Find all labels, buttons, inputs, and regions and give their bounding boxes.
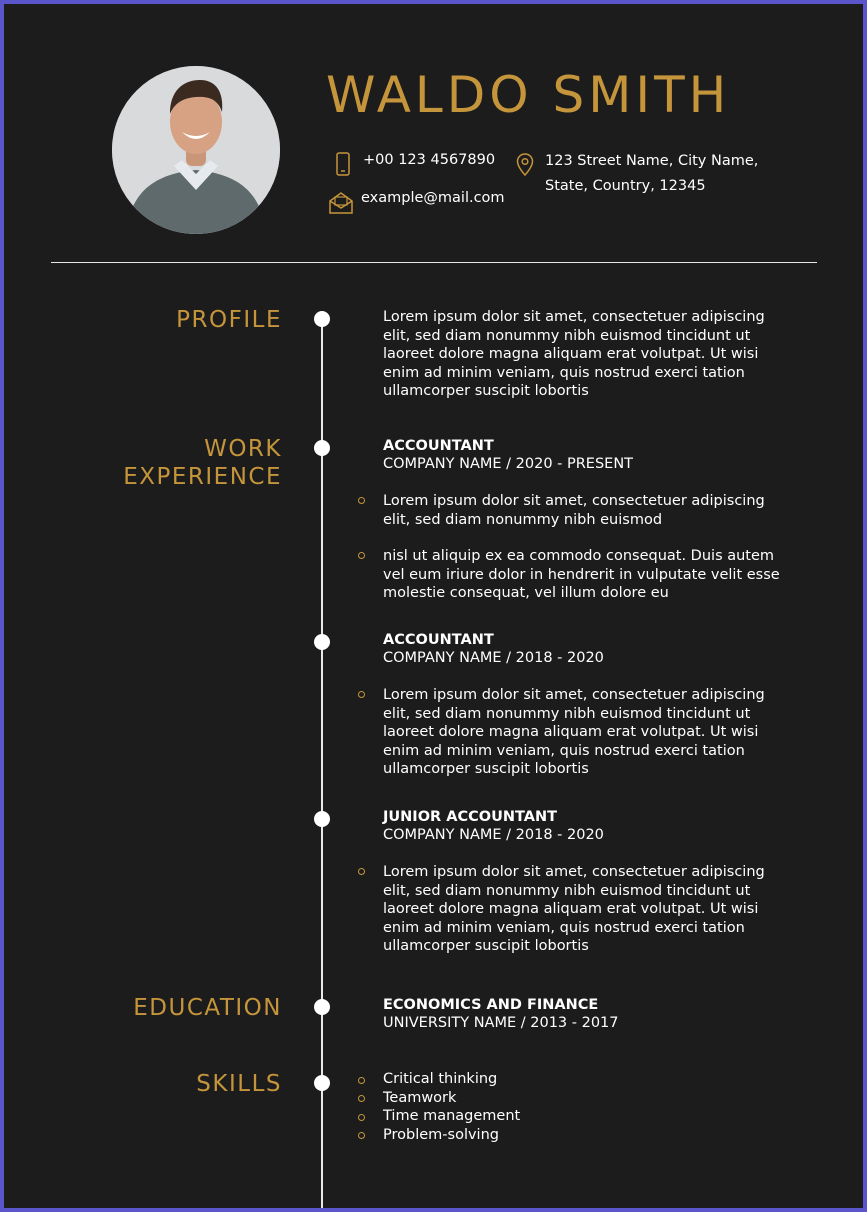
section-title-work-experience: [123, 435, 282, 491]
section-title-skills: SKILLS: [196, 1071, 282, 1097]
skill-item: Critical thinking: [383, 1071, 498, 1087]
resume-name: WALDO SMITH: [326, 66, 731, 124]
bullet-icon: [358, 1132, 365, 1139]
job-title: ACCOUNTANT: [383, 438, 494, 454]
job-1-bullet-1: Lorem ipsum dolor sit amet, consectetuer adipiscing elit, sed diam nonummy nibh euismod: [383, 493, 765, 528]
timeline-dot-profile: [314, 311, 330, 327]
section-title-profile: PROFILE: [176, 307, 282, 333]
bullet-icon: [358, 1114, 365, 1121]
timeline-dot-job-3: [314, 811, 330, 827]
section-title-work-line-2: EXPERIENCE: [123, 464, 282, 490]
skill-item: Teamwork: [383, 1089, 457, 1106]
education-degree: ECONOMICS AND FINANCE: [383, 997, 599, 1013]
profile-photo: [112, 66, 280, 234]
timeline-dot-skills: [314, 1075, 330, 1091]
timeline-dot-job-2: [314, 634, 330, 650]
education-entry: [383, 996, 783, 1032]
profile-text: Lorem ipsum dolor sit amet, consectetuer adipiscing elit, sed diam nonummy nibh euismod tincidunt ut laoreet dolore magna aliquam erat volutpat. Ut wisi enim ad minim veniam, quis nostrud exerci tation ullamcorper suscipit lobortis: [383, 309, 765, 399]
phone-icon: [332, 152, 354, 178]
bullet-icon: [358, 1077, 365, 1084]
timeline-dot-job-1: [314, 440, 330, 456]
phone-text[interactable]: +00 123 4567890: [363, 152, 496, 168]
section-title-work-line-1: WORK: [204, 436, 282, 462]
skill-item: Problem-solving: [383, 1126, 499, 1143]
job-2-header: [383, 631, 783, 667]
address-line-2: State, Country, 12345: [545, 178, 706, 194]
job-3-header: [383, 808, 783, 844]
resume-page: [4, 4, 863, 1208]
address-contact: [514, 152, 758, 199]
skill-item: Time management: [383, 1108, 521, 1124]
job-3-bullet-1: Lorem ipsum dolor sit amet, consectetuer adipiscing elit, sed diam nonummy nibh euismod tincidunt ut laoreet dolore magna aliquam erat volutpat. Ut wisi enim ad minim veniam, quis nostrud exerci tation ullamcorper suscipit lobortis: [383, 864, 765, 954]
skills-list: [383, 1070, 520, 1144]
job-1-bullet-2: nisl ut aliquip ex ea commodo consequat. Duis autem vel eum iriure dolor in hendrerit in vulputate velit esse molestie consequat, vel illum dolore eu: [383, 548, 780, 601]
address-text: [545, 149, 758, 199]
job-company: COMPANY NAME / 2020 - PRESENT: [383, 456, 634, 472]
envelope-icon: [328, 190, 354, 216]
email-contact: [328, 190, 505, 216]
bullet-icon: [358, 497, 365, 504]
timeline-dot-education: [314, 999, 330, 1015]
email-text[interactable]: example@mail.com: [361, 190, 505, 206]
job-1-header: [383, 437, 783, 473]
education-school: UNIVERSITY NAME / 2013 - 2017: [383, 1015, 619, 1031]
job-2-bullet-1: Lorem ipsum dolor sit amet, consectetuer adipiscing elit, sed diam nonummy nibh euismod tincidunt ut laoreet dolore magna aliquam erat volutpat. Ut wisi enim ad minim veniam, quis nostrud exerci tation ullamcorper suscipit lobortis: [383, 687, 765, 777]
bullet-icon: [358, 868, 365, 875]
job-title: JUNIOR ACCOUNTANT: [383, 809, 557, 825]
job-title: ACCOUNTANT: [383, 632, 494, 648]
bullet-icon: [358, 691, 365, 698]
address-line-1: 123 Street Name, City Name,: [545, 153, 759, 169]
job-company: COMPANY NAME / 2018 - 2020: [383, 650, 604, 666]
job-company: COMPANY NAME / 2018 - 2020: [383, 827, 604, 843]
bullet-icon: [358, 552, 365, 559]
location-pin-icon: [514, 152, 536, 178]
phone-contact: [332, 152, 495, 178]
header-divider: [51, 262, 817, 263]
bullet-icon: [358, 1095, 365, 1102]
section-title-education: EDUCATION: [133, 995, 282, 1021]
person-illustration: [112, 66, 280, 234]
